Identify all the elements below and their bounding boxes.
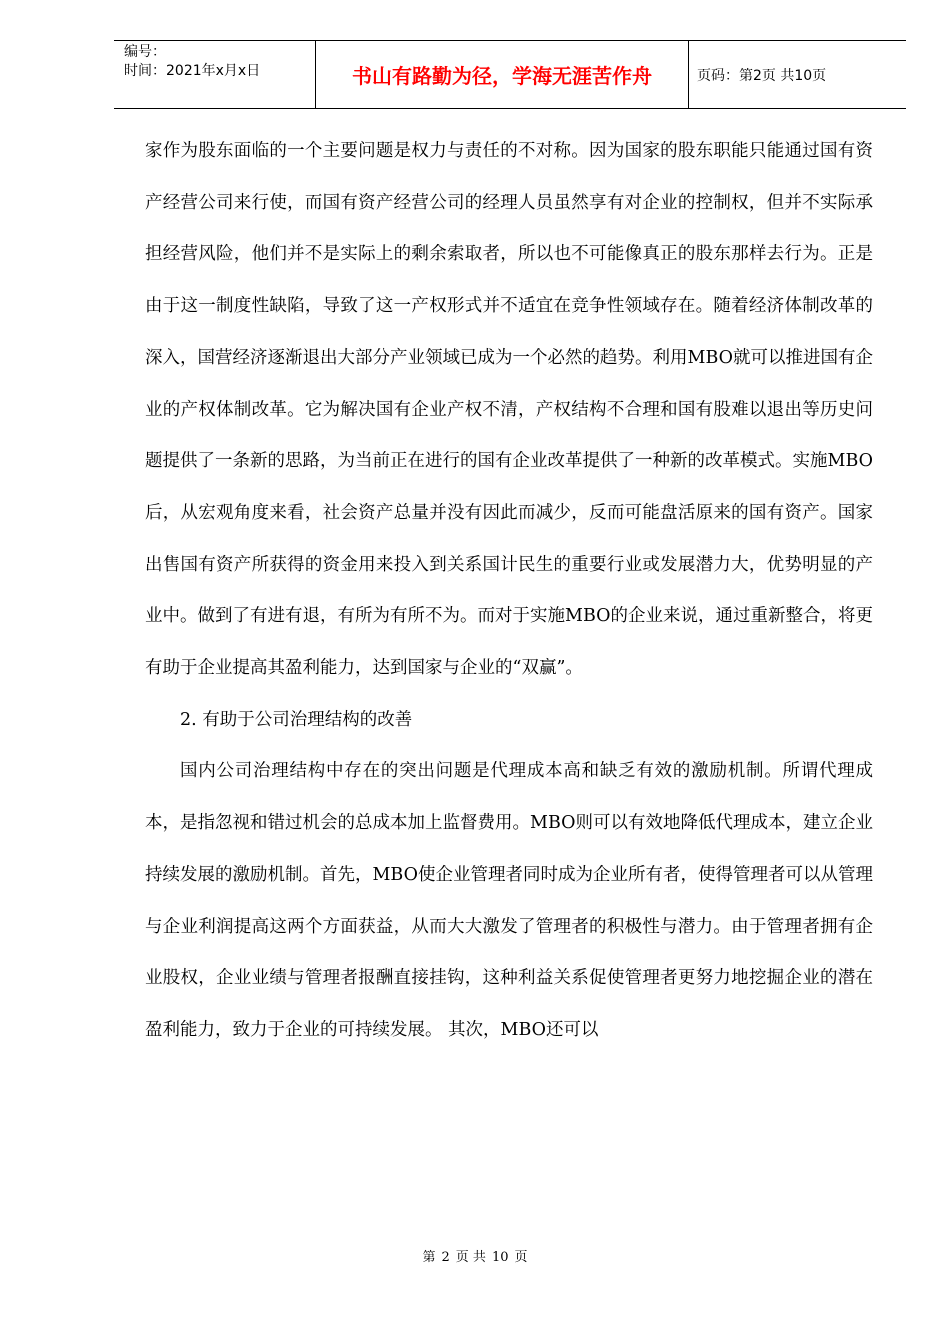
page-footer <box>0 1246 950 1265</box>
time-label: 时间：2021年x月x日 <box>124 63 261 79</box>
header-meta-cell <box>114 41 316 108</box>
paragraph: 国内公司治理结构中存在的突出问题是代理成本高和缺乏有效的激励机制。所谓代理成本，是指忽视和错过机会的总成本加上监督费用。MBO则可以有效地降低代理成本，建立企业持续发展的激励机制。首先，MBO使企业管理者同时成为企业所有者，使得管理者可以从管理与企业利润提高这两个方面获益，从而大大激发了管理者的积极性与潜力。由于管理者拥有企业股权，企业业绩与管理者报酬直接挂钩，这种利益关系促使管理者更努力地挖掘企业的潜在盈利能力，致力于企业的可持续发展。 其次，MBO还可以 <box>145 761 873 1040</box>
header-motto: 书山有路勤为径，学海无涯苦作舟 <box>316 41 689 108</box>
footer-page-prefix: 第 <box>422 1250 436 1265</box>
section-heading: 2. 有助于公司治理结构的改善 <box>180 709 413 730</box>
footer-page-total: 10 <box>491 1250 509 1265</box>
header-page-info: 页码：第2页 共10页 <box>697 67 827 84</box>
serial-label: 编号： <box>124 44 166 60</box>
footer-page-suffix: 页 <box>514 1250 528 1265</box>
footer-page-mid: 页 共 <box>455 1250 486 1265</box>
footer-page-number: 2 <box>441 1250 450 1265</box>
paragraph-continued: 家作为股东面临的一个主要问题是权力与责任的不对称。因为国家的股东职能只能通过国有资产经营公司来行使，而国有资产经营公司的经理人员虽然享有对企业的控制权，但并不实际承担经营风险，他们并不是实际上的剩余索取者，所以也不可能像真正的股东那样去行为。正是由于这一制度性缺陷，导致了这一产权形式并不适宜在竞争性领域存在。随着经济体制改革的深入，国营经济逐渐退出大部分产业领域已成为一个必然的趋势。利用MBO就可以推进国有企业的产权体制改革。它为解决国有企业产权不清，产权结构不合理和国有股难以退出等历史问题提供了一条新的思路，为当前正在进行的国有企业改革提供了一种新的改革模式。实施MBO后，从宏观角度来看，社会资产总量并没有因此而减少，反而可能盘活原来的国有资产。国家出售国有资产所获得的资金用来投入到关系国计民生的重要行业或发展潜力大，优势明显的产业中。做到了有进有退，有所为有所不为。而对于实施MBO的企业来说，通过重新整合，将更有助于企业提高其盈利能力，达到国家与企业的“双赢”。 <box>145 141 873 679</box>
document-body <box>145 126 873 1057</box>
document-header <box>114 40 906 109</box>
